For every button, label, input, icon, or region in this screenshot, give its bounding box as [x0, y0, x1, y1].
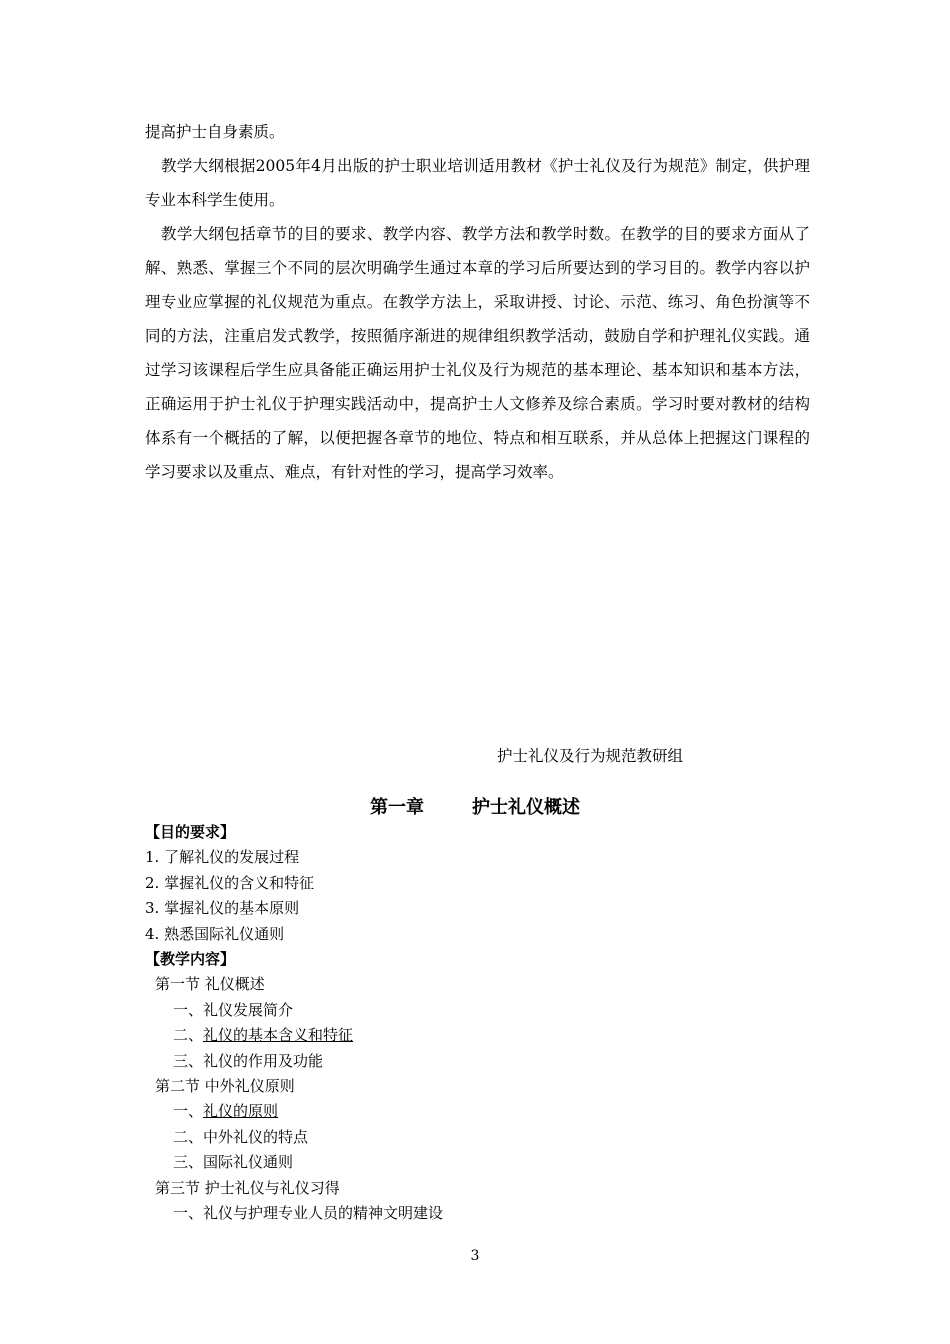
item-text: 中外礼仪的特点: [203, 1127, 309, 1146]
outline-item: [145, 1049, 443, 1074]
objective-item: 1. 了解礼仪的发展过程: [145, 848, 300, 867]
outline-item: [145, 998, 443, 1023]
section-title: 第二节 中外礼仪原则: [155, 1077, 295, 1096]
item-text: 礼仪的作用及功能: [203, 1051, 324, 1070]
item-number: 三、: [173, 1051, 204, 1070]
signature: 护士礼仪及行为规范教研组: [497, 747, 684, 765]
item-text: 礼仪的基本含义和特征: [203, 1026, 354, 1045]
outline-item: [145, 1023, 443, 1048]
chapter-number: 第一章: [370, 797, 424, 818]
outline-item: [145, 1201, 443, 1226]
item-text: 礼仪与护理专业人员的精神文明建设: [203, 1204, 444, 1223]
intro-paragraph: 提高护士自身素质。: [145, 123, 285, 141]
outline-item: [145, 1125, 443, 1150]
item-number: 一、: [173, 1102, 204, 1121]
item-number: 一、: [173, 1204, 204, 1223]
page-number: 3: [470, 1248, 480, 1264]
chapter-title: [0, 793, 950, 819]
content-heading: 【教学内容】: [145, 950, 236, 969]
chapter-outline: [145, 820, 443, 1227]
item-text: 礼仪发展简介: [203, 1000, 294, 1019]
section-title: 第一节 礼仪概述: [155, 975, 265, 994]
item-text: 礼仪的原则: [203, 1102, 279, 1121]
chapter-name: 护士礼仪概述: [472, 797, 580, 818]
item-number: 二、: [173, 1127, 204, 1146]
objective-item: 2. 掌握礼仪的含义和特征: [145, 873, 315, 892]
outline-item: [145, 1150, 443, 1175]
outline-item: [145, 1099, 443, 1124]
intro-paragraph: 教学大纲包括章节的目的要求、教学内容、教学方法和教学时数。在教学的目的要求方面从了解、熟悉、掌握三个不同的层次明确学生通过本章的学习后所要达到的学习目的。教学内容以护理专业应掌握的礼仪规范为重点。在教学方法上，采取讲授、讨论、示范、练习、角色扮演等不同的方法，注重启发式教学，按照循序渐进的规律组织教学活动，鼓励自学和护理礼仪实践。通过学习该课程后学生应具备能正确运用护士礼仪及行为规范的基本理论、基本知识和基本方法，正确运用于护士礼仪于护理实践活动中，提高护士人文修养及综合素质。学习时要对教材的结构体系有一个概括的了解，以便把握各章节的地位、特点和相互联系，并从总体上把握这门课程的学习要求以及重点、难点，有针对性的学习，提高学习效率。: [145, 225, 810, 481]
item-number: 一、: [173, 1000, 204, 1019]
intro-paragraph: 教学大纲根据2005年4月出版的护士职业培训适用教材《护士礼仪及行为规范》制定，供护理专业本科学生使用。: [145, 157, 810, 209]
objective-item: 4. 熟悉国际礼仪通则: [145, 924, 285, 943]
objectives-heading: 【目的要求】: [145, 823, 236, 841]
section-title: 第三节 护士礼仪与礼仪习得: [155, 1178, 340, 1197]
objective-item: 3. 掌握礼仪的基本原则: [145, 899, 300, 918]
item-text: 国际礼仪通则: [203, 1153, 294, 1172]
item-number: 三、: [173, 1153, 204, 1172]
intro-text: [145, 115, 810, 489]
item-number: 二、: [173, 1026, 204, 1045]
